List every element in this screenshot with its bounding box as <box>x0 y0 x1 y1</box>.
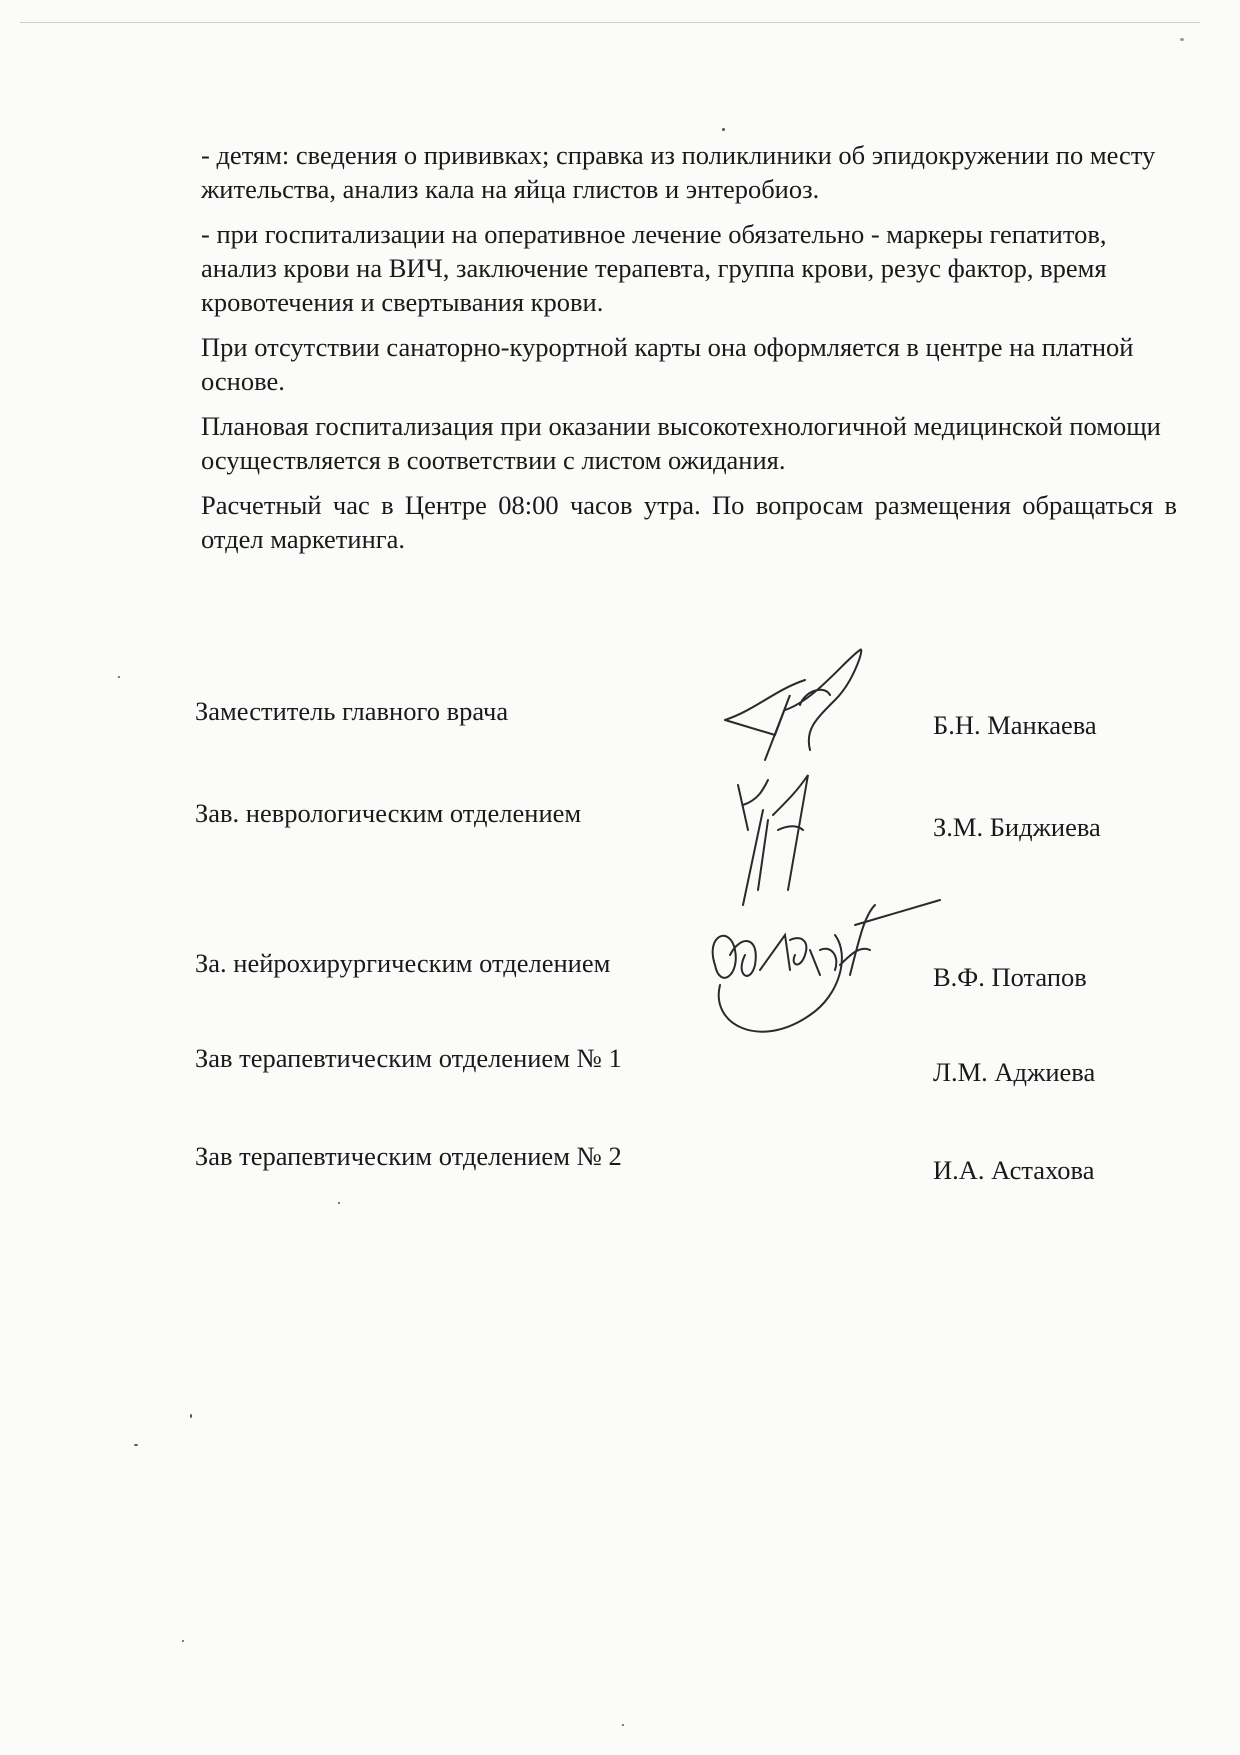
scan-speck <box>134 1444 138 1446</box>
paragraph-planned-hospitalization: Плановая госпитализация при оказании высокотехнологичной медицинской помощи осуществляется в соответствии с листом ожидания. <box>201 411 1161 475</box>
signatory-name: И.А. Астахова <box>933 1155 1095 1185</box>
paragraph-surgery-requirements: - при госпитализации на оперативное лечение обязательно - маркеры гепатитов, анализ крови на ВИЧ, заключение терапевта, группа крови, резус фактор, время кровотечения и свертывания крови. <box>201 219 1107 317</box>
scan-edge-line <box>20 22 1200 23</box>
scan-speck <box>1180 38 1184 41</box>
scan-speck <box>338 1202 340 1204</box>
handwritten-signature-icon <box>700 895 940 1055</box>
handwritten-signature-icon <box>718 770 828 910</box>
signatory-title: Зав. неврологическим отделением <box>195 798 582 828</box>
scan-speck <box>622 1724 624 1726</box>
signatory-name: Б.Н. Манкаева <box>933 710 1097 740</box>
signatory-name: З.М. Биджиева <box>933 812 1101 842</box>
signatory-name: В.Ф. Потапов <box>933 962 1087 992</box>
scan-speck <box>182 1640 184 1642</box>
paragraph-checkout-time: Расчетный час в Центре 08:00 часов утра. По вопросам размещения обращаться в отдел маркетинга. <box>201 490 1177 554</box>
paragraph-sanatorium-card: При отсутствии санаторно-курортной карты она оформляется в центре на платной основе. <box>201 332 1134 396</box>
signatory-row <box>195 798 1155 858</box>
paragraph-children-requirements: - детям: сведения о прививках; справка из поликлиники об эпидокружении по месту жительства, анализ кала на яйца глистов и энтеробиоз. <box>201 140 1156 204</box>
signatory-title: Заместитель главного врача <box>195 696 509 726</box>
signatory-title: Зав терапевтическим отделением № 2 <box>195 1141 622 1171</box>
scan-speck <box>190 1414 192 1418</box>
signatory-row <box>195 696 1155 756</box>
body-text <box>201 138 1177 567</box>
handwritten-signature-icon <box>715 640 875 760</box>
scan-speck <box>118 676 120 678</box>
signatory-title: За. нейрохирургическим отделением <box>195 948 611 978</box>
signatory-row <box>195 1043 1155 1103</box>
signatory-title: Зав терапевтическим отделением № 1 <box>195 1043 622 1073</box>
scan-speck <box>722 128 725 131</box>
signatory-row <box>195 948 1155 1008</box>
signatory-name: Л.М. Аджиева <box>933 1057 1096 1087</box>
signatory-row <box>195 1141 1155 1201</box>
